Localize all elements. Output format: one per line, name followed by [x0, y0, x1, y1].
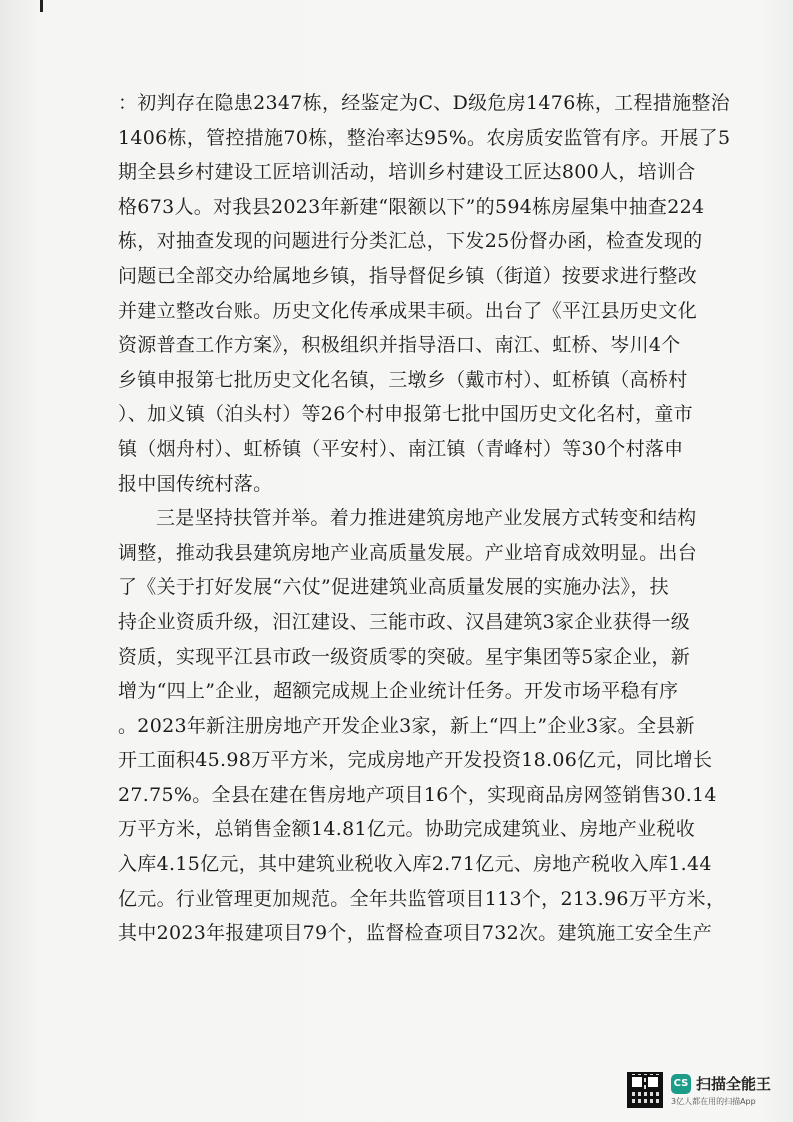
text-line: 问题已全部交办给属地乡镇，指导督促乡镇（街道）按要求进行整改	[118, 264, 698, 287]
text-line: 期全县乡村建设工匠培训活动，培训乡村建设工匠达800人，培训合	[118, 161, 696, 184]
text-line: 开工面积45.98万平方米，完成房地产开发投资18.06亿元，同比增长	[118, 749, 713, 772]
text-line: 持企业资质升级，汨江建设、三能市政、汉昌建筑3家企业获得一级	[118, 610, 691, 633]
text-line: 了《关于打好发展“六仗”促进建筑业高质量发展的实施办法》，扶	[118, 576, 669, 599]
brand-name: 扫描全能王	[695, 1075, 771, 1093]
text-line: 其中2023年报建项目79个，监督检查项目732次。建筑施工安全生产	[118, 922, 712, 945]
text-line: 报中国传统村落。	[118, 472, 273, 495]
text-line: 。2023年新注册房地产开发企业3家，新上“四上”企业3家。全县新	[118, 714, 695, 737]
text-line: 调整，推动我县建筑房地产业高质量发展。产业培育成效明显。出台	[118, 541, 698, 564]
document-body	[118, 86, 731, 951]
qr-code-icon	[627, 1072, 663, 1108]
text-line: 亿元。行业管理更加规范。全年共监管项目113个，213.96万平方米，	[118, 887, 726, 910]
text-line: 增为“四上”企业，超额完成规上企业统计任务。开发市场平稳有序	[118, 680, 679, 703]
text-line: 乡镇申报第七批历史文化名镇，三墩乡（戴市村）、虹桥镇（高桥村	[118, 368, 688, 391]
cs-logo-icon: CS	[671, 1074, 691, 1094]
text-line: 27.75%。全县在建在售房地产项目16个，实现商品房网签销售30.14	[118, 783, 717, 806]
text-line: 入库4.15亿元，其中建筑业税收入库2.71亿元、房地产税收入库1.44	[118, 853, 712, 876]
text-line: ：初判存在隐患2347栋，经鉴定为C、D级危房1476栋，工程措施整治	[118, 92, 730, 114]
text-line: ）、加义镇（泊头村）等26个村申报第七批中国历史文化名村，童市	[118, 403, 693, 426]
text-line: 资源普查工作方案》，积极组织并指导浯口、南江、虹桥、岑川4个	[118, 334, 681, 357]
text-line: 资质，实现平江县市政一级资质零的突破。星宇集团等5家企业，新	[118, 645, 691, 668]
text-line: 并建立整改台账。历史文化传承成果丰硕。出台了《平江县历史文化	[118, 299, 698, 322]
brand-tagline: 3亿人都在用的扫描App	[670, 1097, 756, 1106]
text-line: 栋，对抽查发现的问题进行分类汇总，下发25份督办函，检查发现的	[118, 230, 703, 253]
text-line: 1406栋，管控措施70栋，整治率达95%。农房质安监管有序。开展了5	[118, 126, 731, 149]
scan-corner-mark	[40, 0, 43, 12]
text-line: 万平方米，总销售金额14.81亿元。协助完成建筑业、房地产业税收	[118, 818, 695, 841]
scanner-watermark	[627, 1072, 771, 1108]
text-line: 格673人。对我县2023年新建“限额以下”的594栋房屋集中抽查224	[118, 195, 705, 218]
brand-top	[671, 1073, 771, 1094]
text-line: 镇（烟舟村）、虹桥镇（平安村）、南江镇（青峰村）等30个村落申	[118, 437, 684, 460]
paragraph-start-line: 三是坚持扶管并举。着力推进建筑房地产业发展方式转变和结构	[156, 507, 697, 530]
brand-block	[671, 1073, 771, 1107]
